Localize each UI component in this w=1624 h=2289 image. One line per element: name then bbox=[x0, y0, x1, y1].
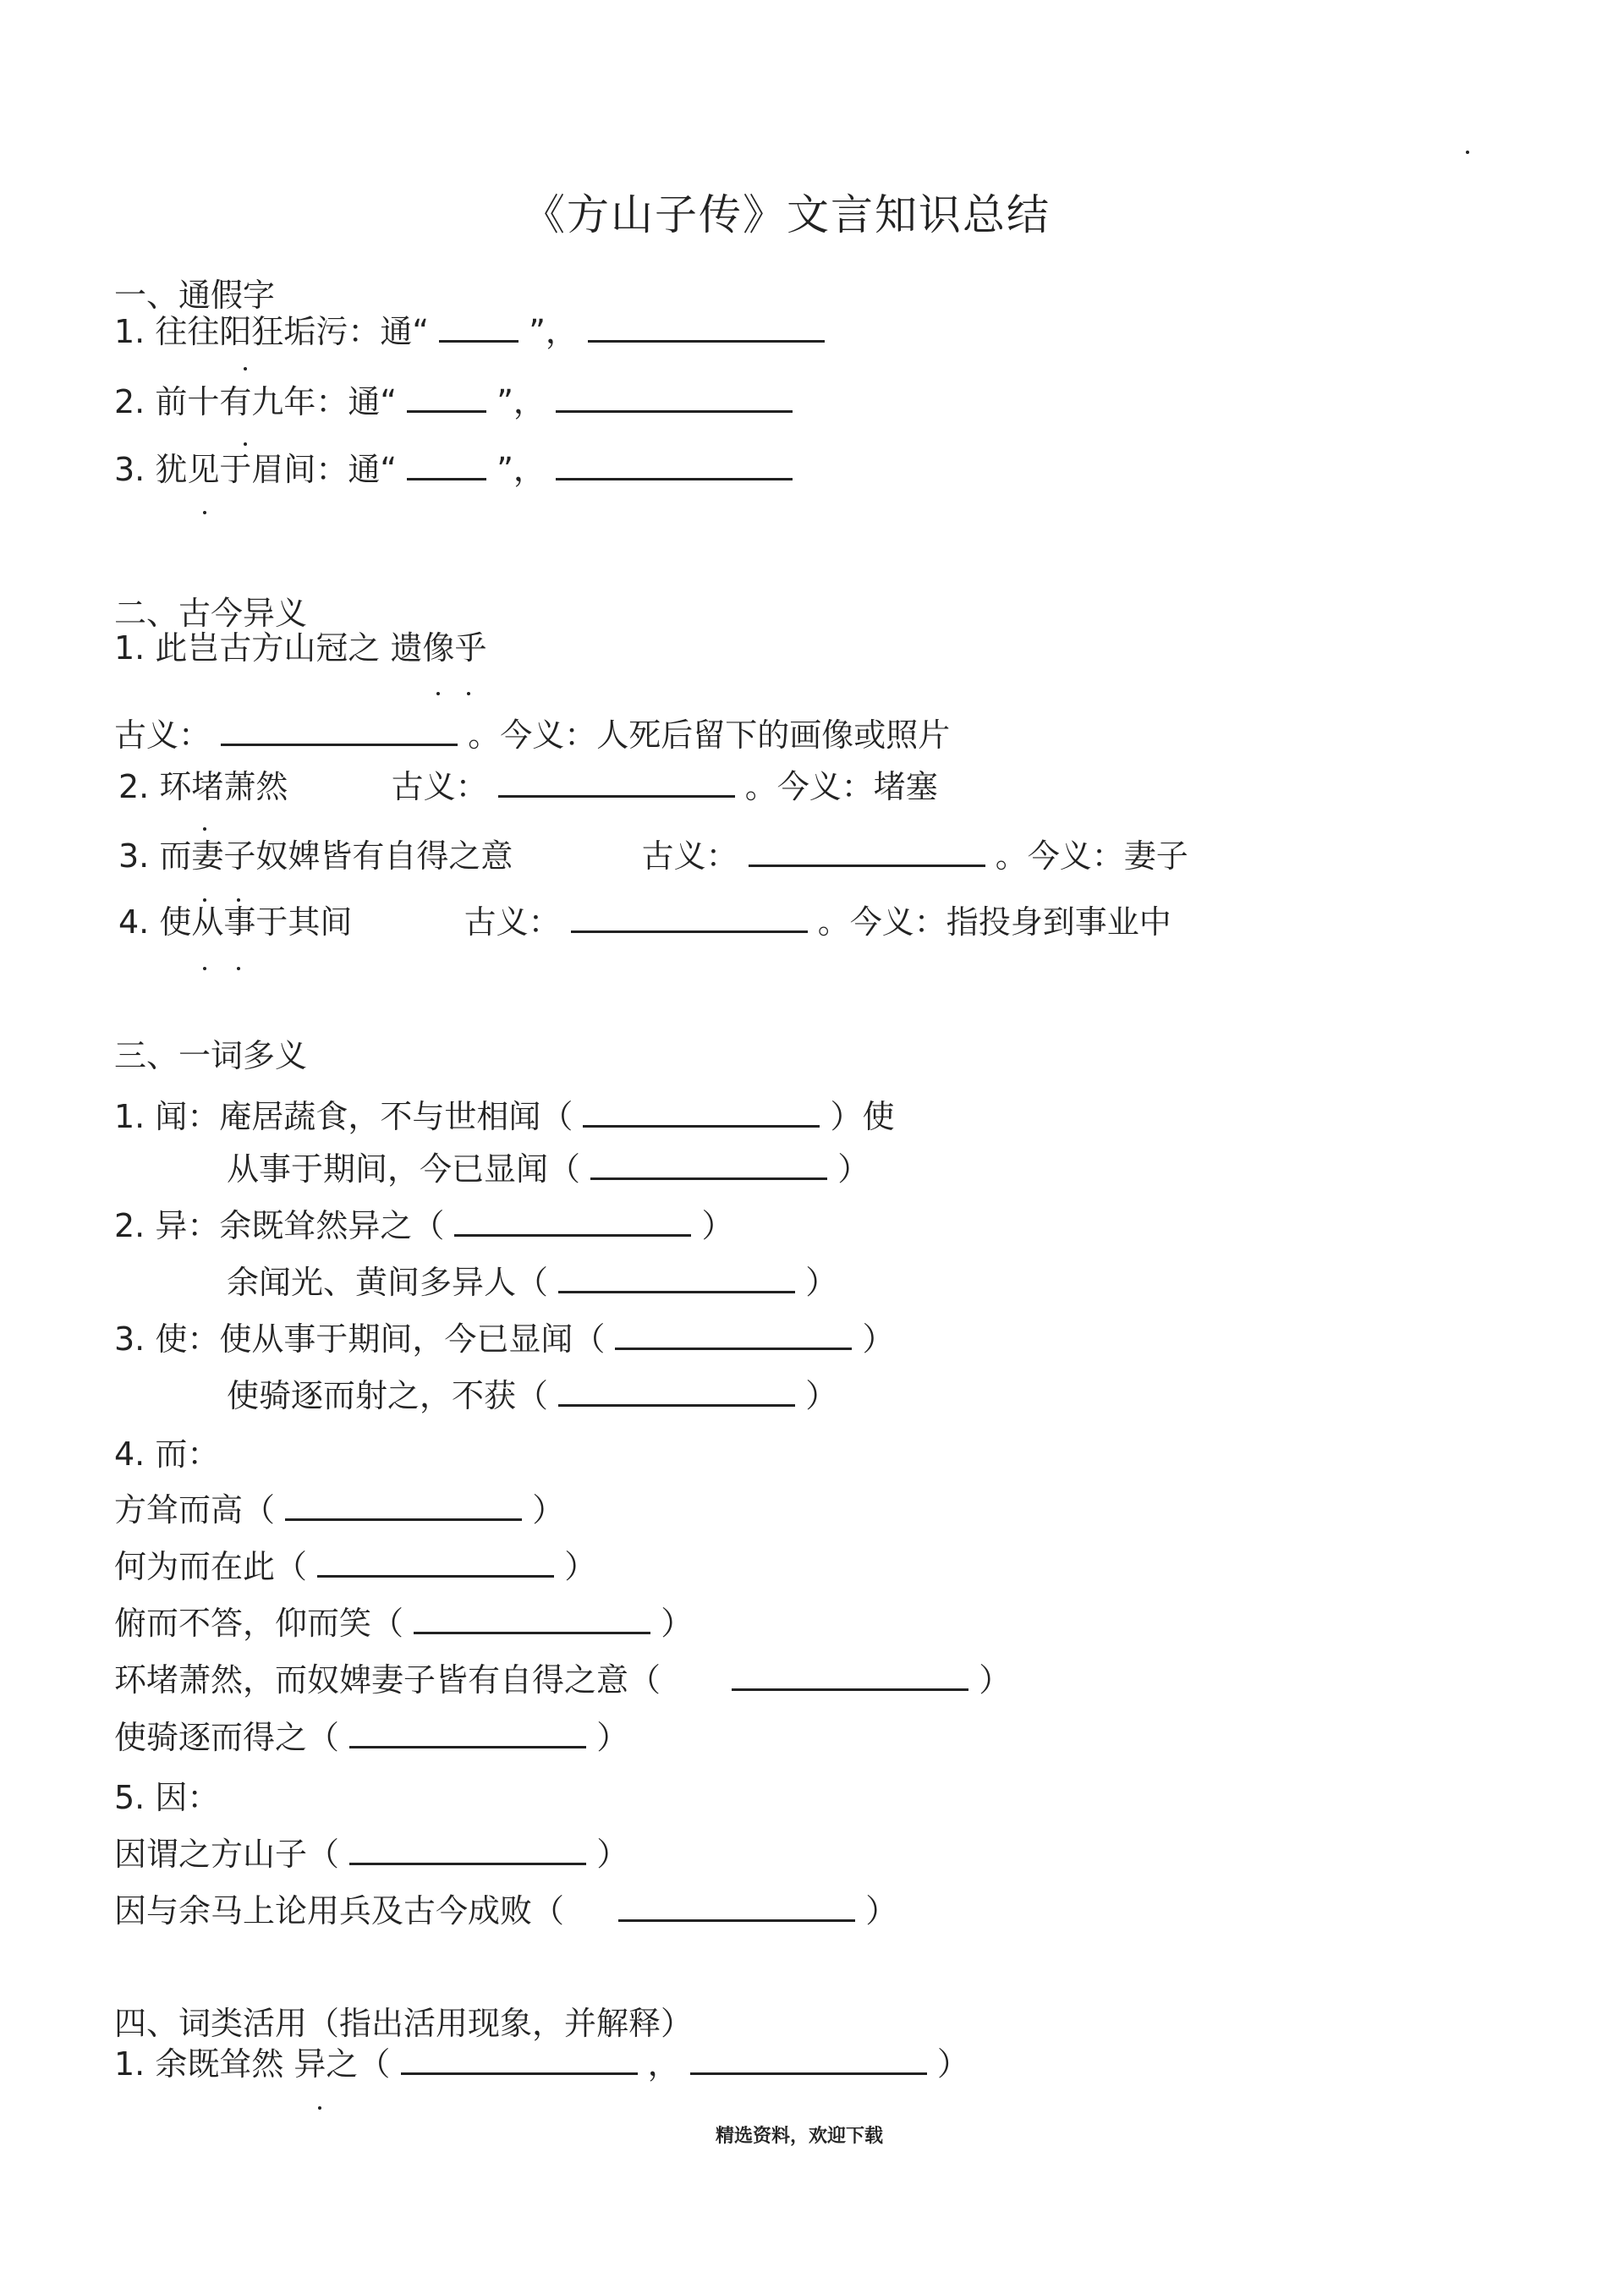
answer-blank[interactable] bbox=[588, 315, 825, 343]
yici-er-item-3: 俯而不答，仰而笑（ ） bbox=[114, 1605, 694, 1642]
emphasis-dot bbox=[203, 898, 206, 902]
emphasis-dot bbox=[436, 692, 440, 695]
emphasis-dot bbox=[244, 367, 247, 371]
gujin-item-1: 1. 此岂古方山冠之 遗像乎 bbox=[114, 629, 487, 667]
answer-blank[interactable] bbox=[556, 385, 793, 413]
answer-blank[interactable] bbox=[556, 453, 793, 480]
yici-shi-1: 3. 使：使从事于期间，今已显闻（ ） bbox=[114, 1320, 895, 1358]
yici-yi-2: 余闻光、黄间多异人（ ） bbox=[227, 1264, 838, 1301]
answer-blank[interactable] bbox=[407, 385, 486, 413]
emphasis-dot bbox=[203, 511, 206, 514]
gujin-item-1-meaning: 古义： 。今义：人死后留下的画像或照片 bbox=[114, 716, 951, 754]
yici-yin-heading: 5. 因： bbox=[114, 1779, 220, 1816]
answer-blank[interactable] bbox=[690, 2047, 927, 2075]
huoyong-item-1: 1. 余既耸然 异之（ ， ） bbox=[114, 2045, 969, 2083]
yici-wen-1: 1. 闻：庵居蔬食，不与世相闻（ ）使 bbox=[114, 1098, 895, 1135]
answer-blank[interactable] bbox=[407, 453, 486, 480]
answer-blank[interactable] bbox=[349, 1837, 586, 1865]
emphasis-dot bbox=[237, 967, 240, 970]
answer-blank[interactable] bbox=[615, 1322, 852, 1350]
yici-yi-1: 2. 异：余既耸然异之（ ） bbox=[114, 1207, 734, 1244]
answer-blank[interactable] bbox=[498, 770, 735, 798]
page-footer: 精选资料，欢迎下载 bbox=[716, 2126, 884, 2147]
answer-blank[interactable] bbox=[618, 1894, 855, 1922]
section-heading-huoyong: 四、词类活用（指出活用现象，并解释） bbox=[114, 2005, 694, 2042]
answer-blank[interactable] bbox=[414, 1606, 650, 1634]
emphasis-dot bbox=[467, 692, 470, 695]
answer-blank[interactable] bbox=[349, 1721, 586, 1748]
emphasis-dot bbox=[203, 827, 206, 831]
yici-er-heading: 4. 而： bbox=[114, 1435, 220, 1473]
section-heading-tongjia: 一、通假字 bbox=[114, 277, 276, 314]
yici-yin-item-2: 因与余马上论用兵及古今成败（ ） bbox=[114, 1892, 898, 1929]
yici-yin-item-1: 因谓之方山子（ ） bbox=[114, 1836, 629, 1873]
yici-shi-2: 使骑逐而射之，不获（ ） bbox=[227, 1377, 838, 1414]
page-title: 《方山子传》文言知识总结 bbox=[523, 190, 1051, 239]
answer-blank[interactable] bbox=[590, 1152, 827, 1180]
gujin-item-2: 2. 环堵萧然 古义： 。今义：堵塞 bbox=[118, 768, 938, 805]
answer-blank[interactable] bbox=[285, 1493, 522, 1521]
answer-blank[interactable] bbox=[558, 1265, 795, 1293]
answer-blank[interactable] bbox=[583, 1100, 820, 1128]
tongjia-item-2: 2. 前十有九年：通“ ”， bbox=[114, 383, 793, 420]
yici-er-item-2: 何为而在此（ ） bbox=[114, 1548, 597, 1585]
answer-blank[interactable] bbox=[439, 315, 518, 343]
answer-blank[interactable] bbox=[221, 718, 458, 746]
answer-blank[interactable] bbox=[571, 905, 808, 933]
tongjia-item-1: 1. 往往阳狂垢污：通“ ”， bbox=[114, 313, 825, 350]
yici-er-item-1: 方耸而高（ ） bbox=[114, 1491, 565, 1529]
answer-blank[interactable] bbox=[749, 839, 985, 867]
emphasis-dot bbox=[203, 967, 206, 970]
section-heading-gujin: 二、古今异义 bbox=[114, 595, 308, 632]
answer-blank[interactable] bbox=[558, 1379, 795, 1407]
emphasis-dot bbox=[318, 2106, 321, 2110]
answer-blank[interactable] bbox=[454, 1209, 691, 1237]
yici-er-item-5: 使骑逐而得之（ ） bbox=[114, 1719, 629, 1756]
yici-wen-2: 从事于期间，今已显闻（ ） bbox=[227, 1150, 870, 1188]
emphasis-dot bbox=[237, 898, 240, 902]
answer-blank[interactable] bbox=[317, 1550, 554, 1578]
corner-dot bbox=[1466, 151, 1469, 154]
tongjia-item-3: 3. 犹见于眉间：通“ ”， bbox=[114, 451, 793, 488]
answer-blank[interactable] bbox=[401, 2047, 638, 2075]
gujin-item-3: 3. 而妻子奴婢皆有自得之意 古义： 。今义：妻子 bbox=[118, 837, 1188, 875]
emphasis-dot bbox=[244, 442, 247, 446]
gujin-item-4: 4. 使从事于其间 古义： 。今义：指投身到事业中 bbox=[118, 903, 1171, 941]
section-heading-yici: 三、一词多义 bbox=[114, 1037, 308, 1074]
yici-er-item-4: 环堵萧然，而奴婢妻子皆有自得之意（ ） bbox=[114, 1661, 1012, 1699]
answer-blank[interactable] bbox=[732, 1663, 968, 1691]
